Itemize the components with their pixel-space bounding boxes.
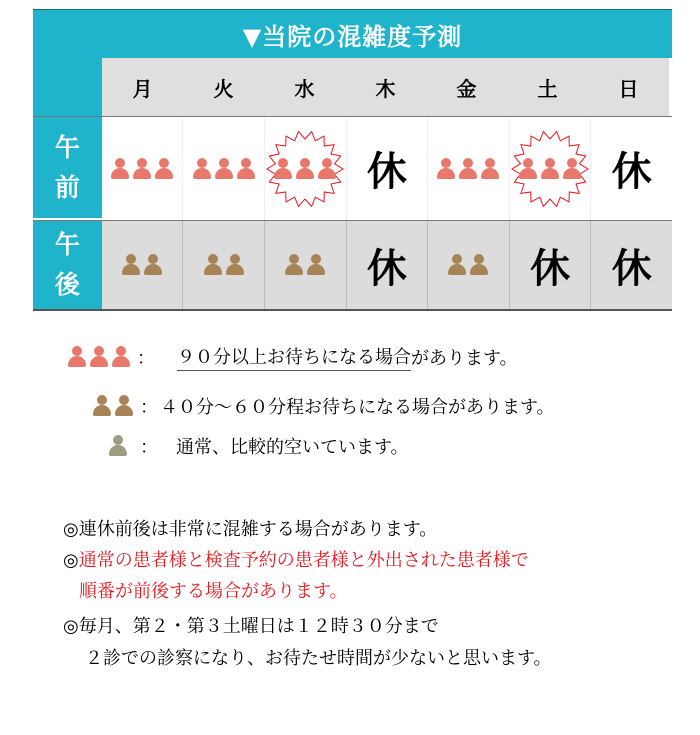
person-icon bbox=[89, 346, 109, 368]
people-group bbox=[273, 158, 337, 180]
person-icon bbox=[143, 254, 163, 276]
legend-item-busy bbox=[67, 343, 518, 371]
legend-text: 通常、比較的空いています。 bbox=[176, 437, 409, 458]
note-holiday: ◎連休前後は非常に混雑する場合があります。 bbox=[63, 519, 438, 540]
cell-thu bbox=[346, 117, 428, 220]
legend-text: ４０分～６０分程お待ちになる場合があります。 bbox=[160, 397, 555, 418]
person-icon bbox=[132, 158, 152, 180]
note-saturday: ◎毎月、第２・第３土曜日は１２時３０分まで bbox=[63, 616, 439, 637]
person-icon bbox=[480, 158, 500, 180]
person-icon bbox=[284, 254, 304, 276]
person-icon bbox=[458, 158, 478, 180]
day-mon: 月 bbox=[102, 58, 183, 116]
legend-text-tail: があります。 bbox=[411, 348, 518, 369]
person-icon bbox=[436, 158, 456, 180]
person-icon bbox=[540, 158, 560, 180]
people-group bbox=[192, 158, 256, 180]
table-title: ▼当院の混雑度予測 bbox=[33, 9, 672, 58]
cell-sun bbox=[590, 117, 672, 220]
person-icon bbox=[225, 254, 245, 276]
person-icon bbox=[192, 158, 212, 180]
person-icon bbox=[214, 158, 234, 180]
day-wed: 水 bbox=[264, 58, 345, 116]
cell-sat bbox=[509, 221, 591, 309]
people-group bbox=[121, 254, 163, 276]
cell-fri bbox=[427, 117, 509, 220]
person-icon bbox=[67, 346, 87, 368]
people-group bbox=[108, 435, 128, 457]
day-tue: 火 bbox=[183, 58, 264, 116]
note-order-change bbox=[63, 546, 529, 572]
closed-label: 休 bbox=[611, 245, 652, 292]
legend-item-moderate bbox=[92, 393, 555, 419]
row-label-char: 後 bbox=[54, 270, 80, 299]
people-group bbox=[203, 254, 245, 276]
afternoon-row bbox=[33, 220, 672, 311]
person-icon bbox=[203, 254, 223, 276]
people-group bbox=[67, 346, 131, 368]
row-label-char: 前 bbox=[54, 172, 80, 202]
people-group bbox=[447, 254, 489, 276]
day-sun: 日 bbox=[588, 58, 669, 116]
day-thu: 木 bbox=[345, 58, 426, 116]
person-icon bbox=[110, 158, 130, 180]
row-label-morning bbox=[33, 117, 102, 220]
note-order-change-text: 通常の患者様と検査予約の患者様と外出された患者様で bbox=[78, 550, 529, 571]
cell-wed bbox=[264, 117, 346, 220]
person-icon bbox=[518, 158, 538, 180]
header-corner bbox=[33, 58, 102, 116]
note-order-change-cont: 順番が前後する場合があります。 bbox=[79, 581, 348, 602]
person-icon bbox=[108, 435, 128, 457]
closed-label: 休 bbox=[366, 149, 407, 195]
day-header-row bbox=[33, 58, 672, 116]
closed-label: 休 bbox=[530, 245, 571, 292]
row-label-char: 午 bbox=[54, 230, 80, 259]
note-saturday-cont: ２診での診察になり、お待たせ時間が少ないと思います。 bbox=[85, 648, 552, 669]
closed-label: 休 bbox=[366, 245, 407, 292]
cell-sun bbox=[590, 221, 672, 309]
row-label-char: 午 bbox=[54, 132, 80, 162]
cell-tue bbox=[182, 221, 264, 309]
person-icon bbox=[306, 254, 326, 276]
person-icon bbox=[317, 158, 337, 180]
morning-row bbox=[33, 116, 672, 220]
person-icon bbox=[111, 346, 131, 368]
cell-mon bbox=[102, 221, 183, 309]
legend-sep: ： bbox=[137, 348, 155, 369]
people-group bbox=[110, 158, 174, 180]
cell-wed bbox=[264, 221, 346, 309]
person-icon bbox=[92, 395, 112, 417]
cell-tue bbox=[182, 117, 264, 220]
person-icon bbox=[562, 158, 582, 180]
cell-mon bbox=[102, 117, 183, 220]
person-icon bbox=[447, 254, 467, 276]
day-fri: 金 bbox=[426, 58, 507, 116]
legend-sep: ： bbox=[140, 437, 158, 458]
legend-text: ９０分以上お待ちになる場合 bbox=[177, 343, 411, 371]
person-icon bbox=[236, 158, 256, 180]
person-icon bbox=[154, 158, 174, 180]
legend-item-normal bbox=[108, 433, 409, 459]
person-icon bbox=[273, 158, 293, 180]
row-label-afternoon bbox=[33, 221, 102, 309]
person-icon bbox=[295, 158, 315, 180]
day-sat: 土 bbox=[507, 58, 588, 116]
person-icon bbox=[469, 254, 489, 276]
legend-sep: ： bbox=[140, 397, 158, 418]
person-icon bbox=[121, 254, 141, 276]
note-mark: ◎ bbox=[63, 550, 79, 571]
closed-label: 休 bbox=[611, 149, 652, 195]
people-group bbox=[518, 158, 582, 180]
person-icon bbox=[114, 395, 134, 417]
people-group bbox=[436, 158, 500, 180]
cell-fri bbox=[427, 221, 509, 309]
crowd-forecast-table bbox=[33, 9, 672, 311]
people-group bbox=[284, 254, 326, 276]
cell-thu bbox=[346, 221, 428, 309]
people-group bbox=[92, 395, 134, 417]
cell-sat bbox=[509, 117, 591, 220]
